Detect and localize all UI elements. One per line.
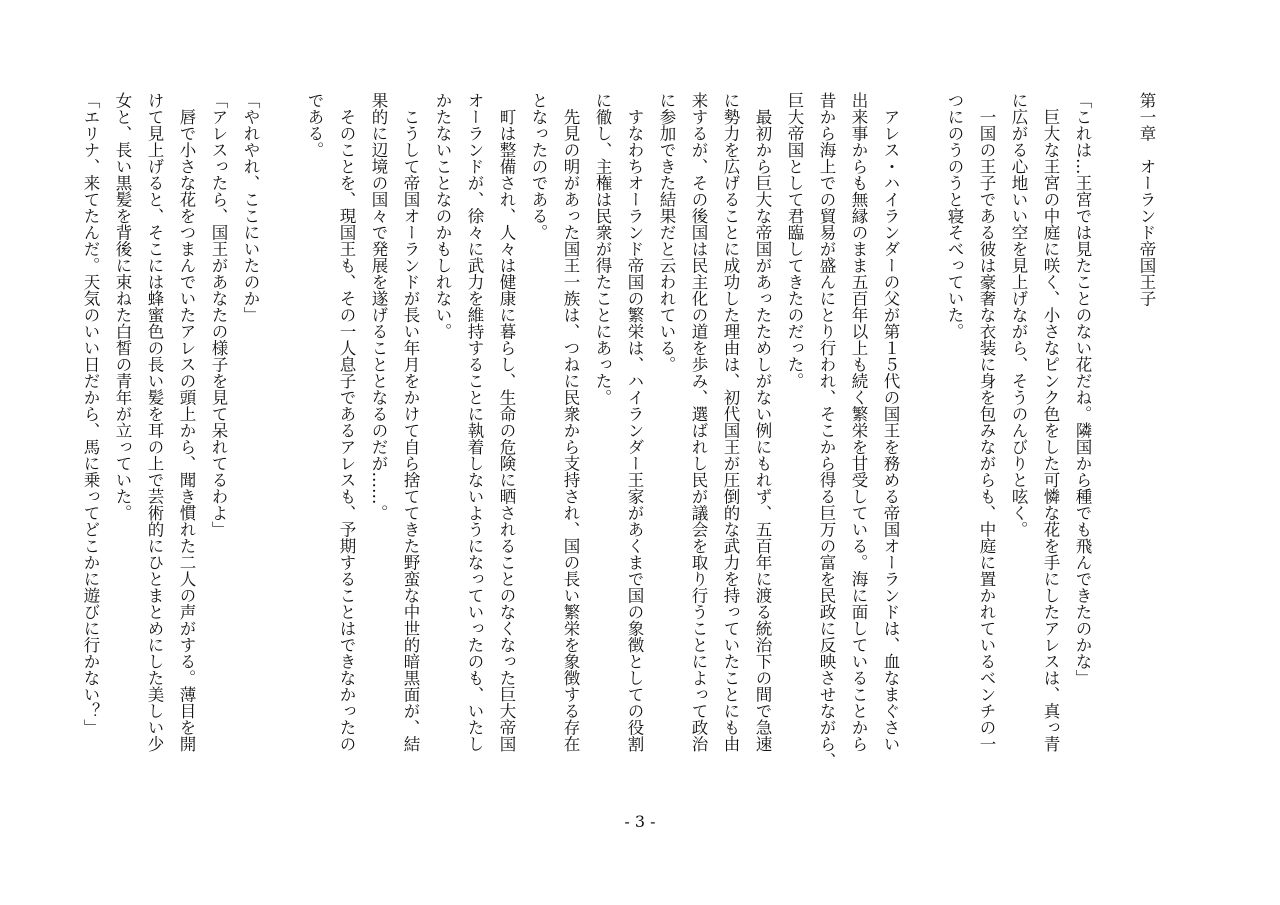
text-line: に勢力を広げることに成功した理由は、初代国王が圧倒的な武力を持っていたことにも由: [721, 92, 740, 752]
text-line: 来するが、その後国は民主化の道を歩み、選ばれし民が議会を取り行うことによって政治: [689, 92, 708, 752]
page-number: - 3 -: [624, 812, 656, 831]
text-line: すなわちオーランド帝国の繁栄は、ハイランダー王家があくまで国の象徴としての役割: [625, 92, 644, 752]
text-line: に参加できた結果だと云われている。: [657, 92, 676, 373]
text-line: そのことを、現国王も、その一人息子であるアレスも、予期することはできなかったの: [337, 92, 356, 752]
chapter-title: 第一章 オーランド帝国王子: [1137, 92, 1156, 307]
text-line: 果的に辺境の国々で発展を遂げることとなるのだが……。: [369, 92, 388, 521]
text-line: 「アレスったら、国王があなたの様子を見て呆れてるわよ」: [209, 92, 228, 538]
text-line: オーランドが、徐々に武力を維持することに執着しないようになっていったのも、いたし: [465, 92, 484, 752]
text-line: 「エリナ、来てたんだ。天気のいい日だから、馬に乗ってどこかに遊びに行かない？」: [81, 92, 100, 736]
text-line: に広がる心地いい空を見上げながら、そうのんびりと呟く。: [1009, 92, 1028, 538]
text-line: 一国の王子である彼は豪奢な衣装に身を包みながらも、中庭に置かれているベンチの一: [977, 92, 996, 752]
text-line: つにのうのうと寝そべっていた。: [945, 92, 964, 340]
text-line: 「これは…王宮では見たことのない花だね。隣国から種でも飛んできたのかな」: [1073, 92, 1092, 686]
text-line: 先見の明があった国王一族は、つねに民衆から支持され、国の長い繁栄を象徴する存在: [561, 92, 580, 752]
text-line: である。: [305, 92, 324, 158]
text-line: こうして帝国オーランドが長い年月をかけて自ら捨ててきた野蛮な中世的暗黒面が、結: [401, 92, 420, 752]
paragraph-gap: [906, 92, 938, 792]
paragraph-gap: [266, 92, 298, 792]
text-line: に徹し、主権は民衆が得たことにあった。: [593, 92, 612, 406]
text-line: 出来事からも無縁のまま五百年以上も続く繁栄を甘受している。海に面していることから: [849, 92, 868, 752]
text-line: けて見上げると、そこには蜂蜜色の長い髪を耳の上で芸術的にひとまとめにした美しい少: [145, 92, 164, 752]
vertical-text-body: [81, 92, 1162, 792]
text-line: 「やれやれ、ここにいたのか」: [241, 92, 260, 323]
text-line: かたないことなのかもしれない。: [433, 92, 452, 340]
text-line: 最初から巨大な帝国があったためしがない例にもれず、五百年に渡る統治下の間で急速: [753, 92, 772, 752]
text-line: 女と、長い黒髪を背後に束ねた白皙の青年が立っていた。: [113, 92, 132, 521]
text-line: となったのである。: [529, 92, 548, 241]
text-line: 唇で小さな花をつまんでいたアレスの頭上から、聞き慣れた二人の声がする。薄目を開: [177, 92, 196, 752]
text-line: 巨大帝国として君臨してきたのだった。: [785, 92, 804, 389]
text-line: 巨大な王宮の中庭に咲く、小さなピンク色をした可憐な花を手にしたアレスは、真っ青: [1041, 92, 1060, 752]
text-line: 町は整備され、人々は健康に暮らし、生命の危険に晒されることのなくなった巨大帝国: [497, 92, 516, 752]
text-line: アレス・ハイランダーの父が第１５代の国王を務める帝国オーランドは、血なまぐさい: [881, 92, 900, 752]
text-line: 昔から海上での貿易が盛んにとり行われ、そこから得る巨万の富を民政に反映させながら、: [817, 92, 836, 769]
